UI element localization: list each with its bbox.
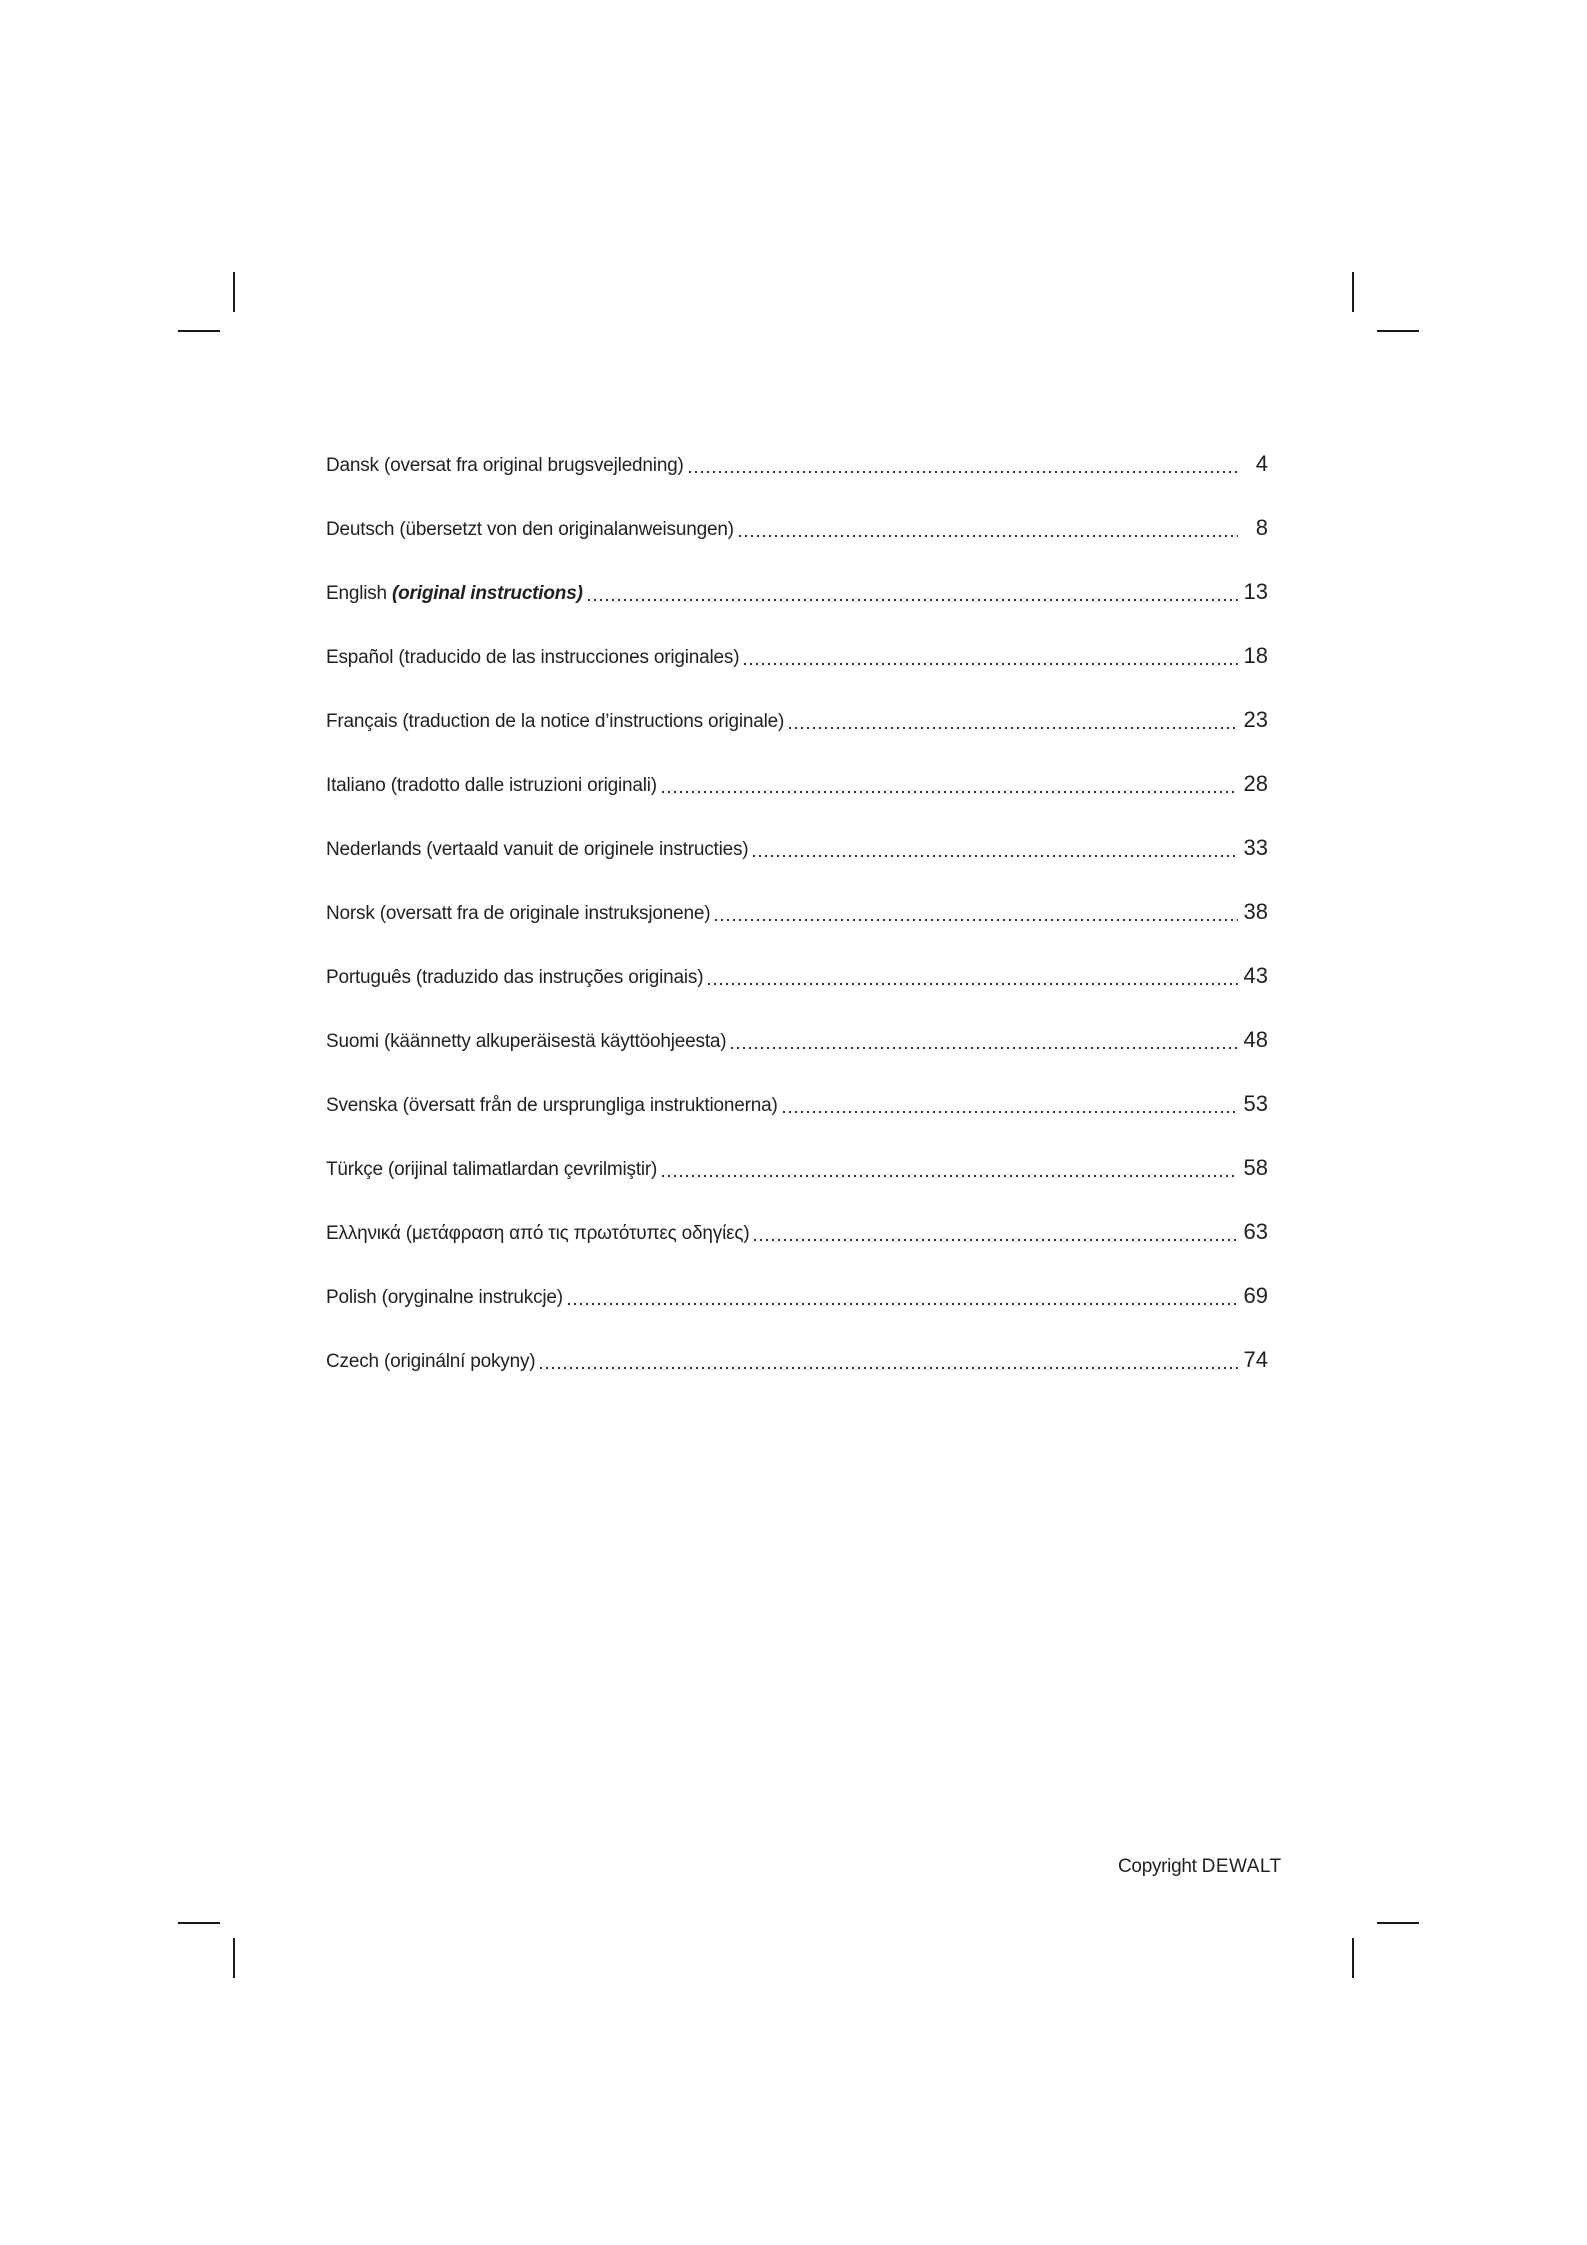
toc-entry-label xyxy=(326,519,734,541)
dot-leader xyxy=(538,1351,1238,1370)
toc-subtitle: (originální pokyny) xyxy=(383,1351,536,1372)
toc-entry-label xyxy=(326,1159,657,1181)
toc-language: English xyxy=(326,583,387,604)
toc-page-number: 8 xyxy=(1255,515,1268,540)
toc-entry-label xyxy=(326,647,739,669)
toc-language: Nederlands xyxy=(326,839,422,860)
toc-entry[interactable] xyxy=(326,707,1268,771)
crop-mark-top-right-vertical xyxy=(1352,272,1354,312)
dot-leader xyxy=(781,1095,1238,1114)
toc-entry[interactable] xyxy=(326,579,1268,643)
toc-entry-label xyxy=(326,903,710,925)
toc-page-number: 58 xyxy=(1243,1155,1268,1180)
toc-entry-label xyxy=(326,1095,778,1117)
toc-page-number: 43 xyxy=(1243,963,1268,988)
toc-entry[interactable] xyxy=(326,1347,1268,1411)
brand-name: DEWALT xyxy=(1201,1856,1282,1877)
crop-mark-bottom-left-horizontal xyxy=(178,1922,220,1924)
toc-subtitle: (oversat fra original brugsvejledning) xyxy=(383,455,684,476)
table-of-contents xyxy=(326,451,1268,1411)
toc-entry[interactable] xyxy=(326,515,1268,579)
dot-leader xyxy=(729,1031,1238,1050)
dot-leader xyxy=(660,775,1238,794)
toc-language: Türkçe xyxy=(326,1159,383,1180)
dot-leader xyxy=(787,711,1238,730)
toc-entry-label xyxy=(326,967,703,989)
toc-entry-label xyxy=(326,1223,749,1245)
toc-entry[interactable] xyxy=(326,1091,1268,1155)
toc-page-number: 4 xyxy=(1255,451,1268,476)
dot-leader xyxy=(566,1287,1238,1306)
toc-language: Czech xyxy=(326,1351,379,1372)
toc-entry[interactable] xyxy=(326,643,1268,707)
toc-subtitle: (oryginalne instrukcje) xyxy=(381,1287,563,1308)
toc-language: Dansk xyxy=(326,455,379,476)
dot-leader xyxy=(586,583,1238,602)
dot-leader xyxy=(706,967,1238,986)
dot-leader xyxy=(687,455,1238,474)
toc-entry-label xyxy=(326,839,748,861)
dot-leader xyxy=(751,839,1238,858)
toc-entry[interactable] xyxy=(326,899,1268,963)
crop-mark-bottom-right-horizontal xyxy=(1377,1922,1419,1924)
dot-leader xyxy=(713,903,1238,922)
toc-entry[interactable] xyxy=(326,451,1268,515)
toc-subtitle: (übersetzt von den originalanweisungen) xyxy=(399,519,734,540)
toc-subtitle: (μετάφραση από τις πρωτότυπες οδηγίες) xyxy=(405,1223,750,1244)
toc-entry[interactable] xyxy=(326,1027,1268,1091)
toc-language: Svenska xyxy=(326,1095,398,1116)
dot-leader xyxy=(752,1223,1238,1242)
toc-subtitle: (traducido de las instrucciones originales) xyxy=(398,647,740,668)
crop-mark-top-right-horizontal xyxy=(1377,330,1419,332)
toc-entry-label xyxy=(326,775,657,797)
toc-language: Suomi xyxy=(326,1031,379,1052)
toc-page-number: 13 xyxy=(1243,579,1268,604)
toc-page-number: 28 xyxy=(1243,771,1268,796)
toc-language: Deutsch xyxy=(326,519,395,540)
toc-page-number: 33 xyxy=(1243,835,1268,860)
toc-subtitle: (original instructions) xyxy=(392,583,583,604)
toc-entry-label xyxy=(326,1031,726,1053)
dot-leader xyxy=(737,519,1238,538)
copyright-text: Copyright xyxy=(1118,1856,1197,1877)
toc-subtitle: (traduction de la notice d’instructions originale) xyxy=(402,711,785,732)
toc-page-number: 23 xyxy=(1243,707,1268,732)
toc-subtitle: (översatt från de ursprungliga instruktionerna) xyxy=(402,1095,778,1116)
crop-mark-top-left-horizontal xyxy=(178,330,220,332)
toc-subtitle: (orijinal talimatlardan çevrilmiştir) xyxy=(387,1159,658,1180)
copyright-notice xyxy=(1118,1856,1282,1878)
toc-language: Italiano xyxy=(326,775,386,796)
toc-page-number: 63 xyxy=(1243,1219,1268,1244)
toc-subtitle: (vertaald vanuit de originele instructies) xyxy=(426,839,749,860)
toc-entry[interactable] xyxy=(326,771,1268,835)
toc-subtitle: (traduzido das instruções originais) xyxy=(415,967,704,988)
toc-entry[interactable] xyxy=(326,1219,1268,1283)
toc-entry[interactable] xyxy=(326,1155,1268,1219)
toc-language: Português xyxy=(326,967,411,988)
toc-page-number: 74 xyxy=(1243,1347,1268,1372)
toc-page-number: 53 xyxy=(1243,1091,1268,1116)
dot-leader xyxy=(660,1159,1238,1178)
toc-page-number: 18 xyxy=(1243,643,1268,668)
toc-language: Polish xyxy=(326,1287,377,1308)
toc-page-number: 69 xyxy=(1243,1283,1268,1308)
toc-entry-label xyxy=(326,1351,535,1373)
toc-entry-label xyxy=(326,1287,563,1309)
toc-page-number: 38 xyxy=(1243,899,1268,924)
toc-language: Español xyxy=(326,647,394,668)
toc-entry[interactable] xyxy=(326,835,1268,899)
toc-language: Ελληνικά xyxy=(326,1223,401,1244)
crop-mark-top-left-vertical xyxy=(233,272,235,312)
toc-entry[interactable] xyxy=(326,1283,1268,1347)
toc-entry-label xyxy=(326,455,684,477)
toc-entry-label xyxy=(326,583,583,605)
toc-entry[interactable] xyxy=(326,963,1268,1027)
crop-mark-bottom-right-vertical xyxy=(1352,1938,1354,1978)
crop-mark-bottom-left-vertical xyxy=(233,1938,235,1978)
toc-page-number: 48 xyxy=(1243,1027,1268,1052)
toc-entry-label xyxy=(326,711,784,733)
toc-language: Norsk xyxy=(326,903,375,924)
toc-language: Français xyxy=(326,711,398,732)
toc-subtitle: (oversatt fra de originale instruksjonene) xyxy=(379,903,711,924)
toc-subtitle: (tradotto dalle istruzioni originali) xyxy=(390,775,657,796)
toc-subtitle: (käännetty alkuperäisestä käyttöohjeesta) xyxy=(383,1031,727,1052)
dot-leader xyxy=(742,647,1238,666)
